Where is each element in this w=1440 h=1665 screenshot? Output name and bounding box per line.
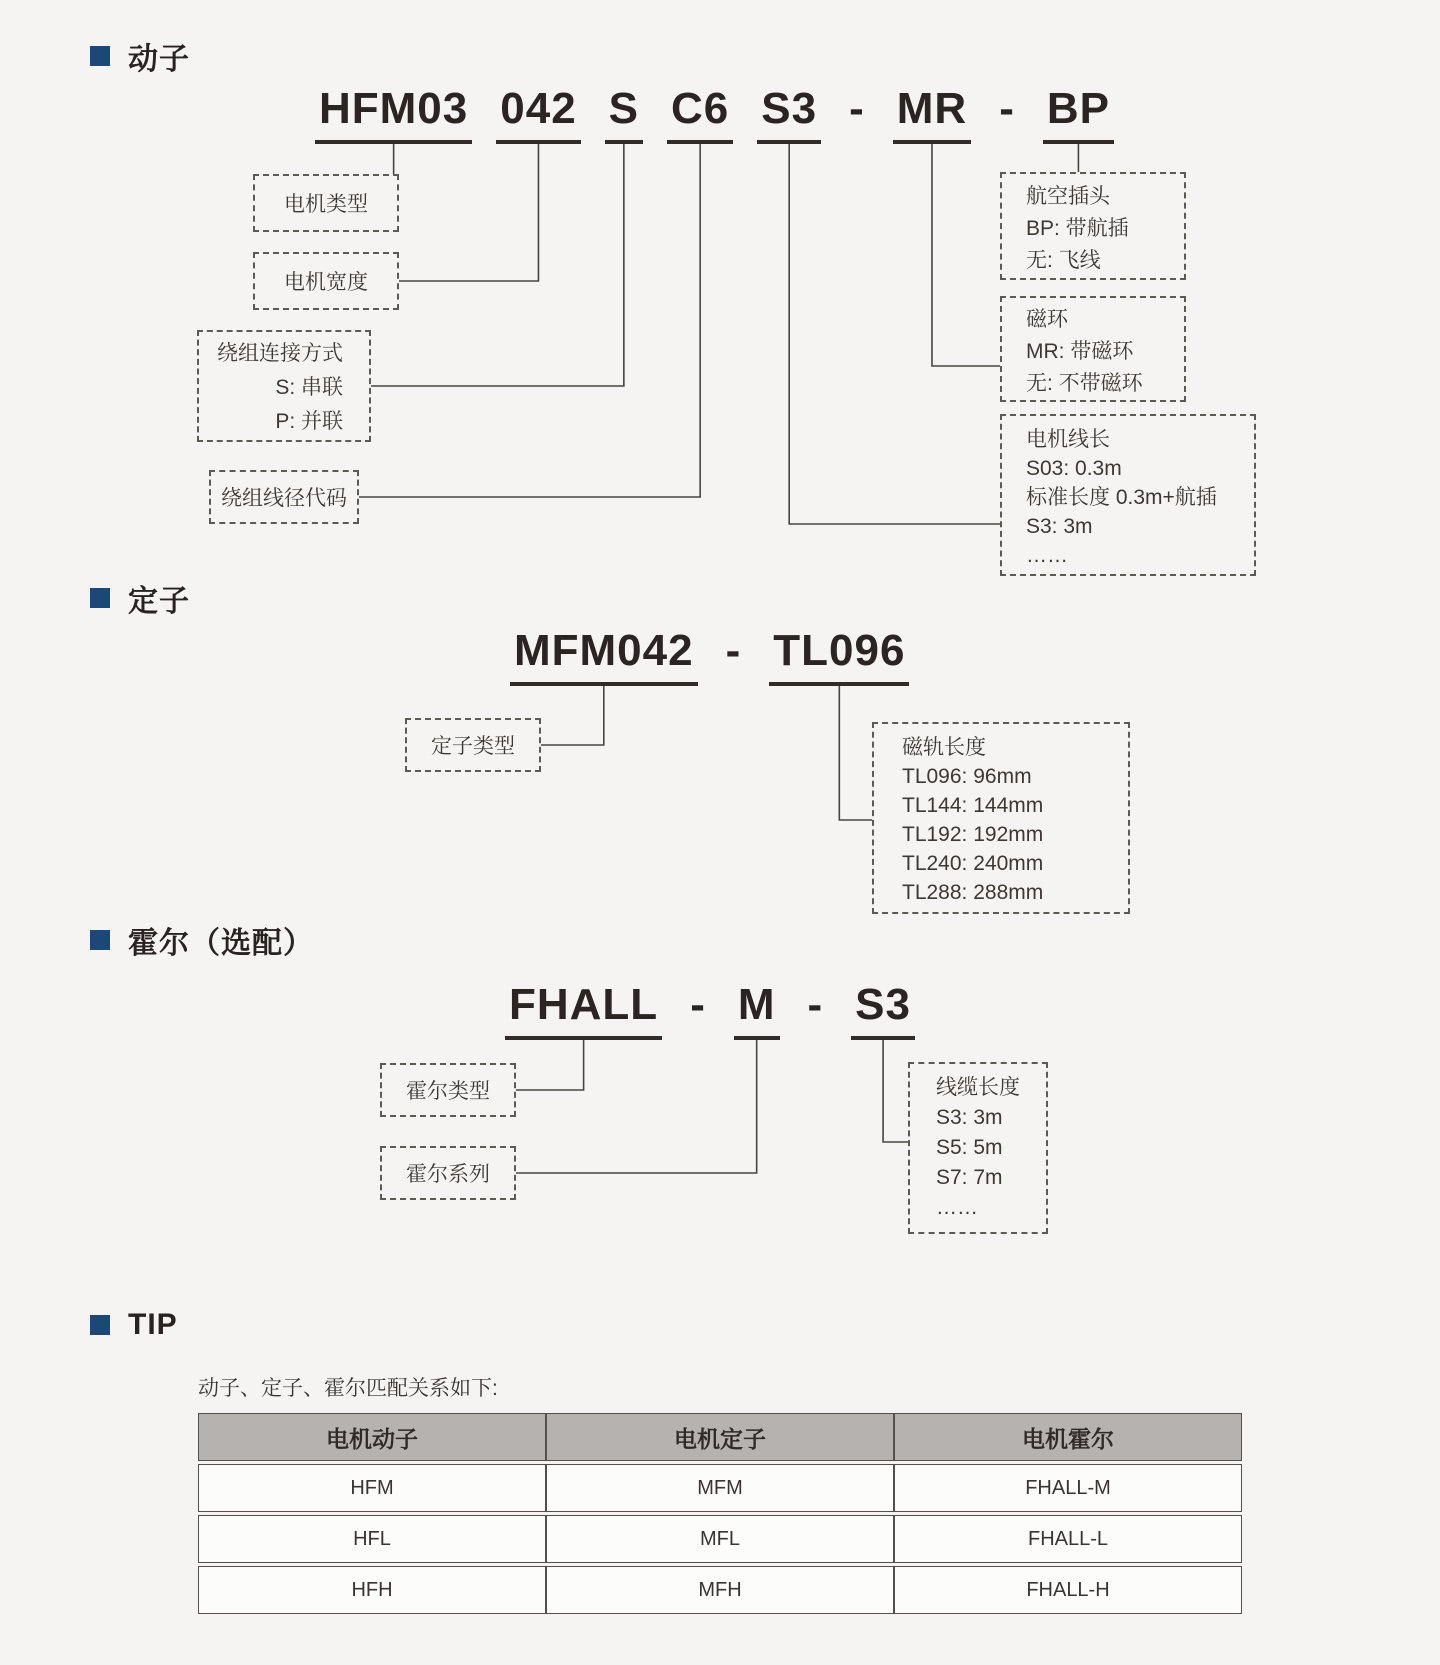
table-cell: HFH (198, 1566, 546, 1614)
callout-line: P: 并联 (275, 410, 343, 433)
table-header-cell: 电机霍尔 (894, 1413, 1242, 1461)
table-cell: FHALL-H (894, 1566, 1242, 1614)
callout-box-motor-cable-length (1000, 414, 1256, 576)
table-cell: MFL (546, 1515, 894, 1563)
callout-line: 无: 不带磁环 (1026, 372, 1143, 395)
code-segment: BP (1043, 86, 1114, 144)
callout-box-stator-type (405, 718, 541, 772)
callout-line: 航空插头 (1026, 185, 1110, 208)
section-header-mover (90, 34, 190, 78)
callout-line: …… (1026, 544, 1068, 567)
callout-line: 磁轨长度 (902, 736, 986, 759)
table-header-row (198, 1413, 1242, 1461)
code-segment: S3 (757, 86, 821, 144)
callout-line: S7: 7m (936, 1166, 1003, 1189)
callout-line: 绕组连接方式 (217, 342, 343, 365)
code-segment: C6 (667, 86, 733, 144)
section-bullet-icon (90, 1315, 110, 1335)
compatibility-table (198, 1410, 1242, 1617)
callout-line: 标准长度 0.3m+航插 (1026, 486, 1217, 509)
callout-box-aviation-plug (1000, 172, 1186, 280)
table-cell: HFM (198, 1464, 546, 1512)
table-header-cell: 电机动子 (198, 1413, 546, 1461)
code-segment: 042 (496, 86, 580, 144)
callout-line: S3: 3m (1026, 515, 1093, 538)
callout-line: TL144: 144mm (902, 794, 1044, 817)
table-cell: FHALL-L (894, 1515, 1242, 1563)
callout-line: S5: 5m (936, 1136, 1003, 1159)
model-code-mover (315, 86, 1114, 144)
callout-line: 电机类型 (284, 193, 368, 216)
callout-line: 线缆长度 (936, 1076, 1020, 1099)
callout-line: 电机宽度 (284, 271, 368, 294)
section-bullet-icon (90, 46, 110, 66)
callout-box-motor-width (253, 252, 399, 310)
code-segment: S3 (851, 982, 915, 1040)
code-segment: MFM042 (510, 628, 698, 686)
model-code-stator (510, 628, 909, 686)
table-cell: MFH (546, 1566, 894, 1614)
section-title: 霍尔（选配） (128, 927, 314, 960)
callout-line: TL096: 96mm (902, 765, 1032, 788)
table-cell: HFL (198, 1515, 546, 1563)
callout-box-hall-series (380, 1146, 516, 1200)
callout-box-motor-type (253, 174, 399, 232)
callout-line: S: 串联 (275, 376, 343, 399)
callout-line: …… (936, 1196, 978, 1219)
callout-box-winding-wire-code (209, 470, 359, 524)
callout-box-hall-cable-length (908, 1062, 1048, 1234)
code-segment: M (734, 982, 780, 1040)
code-separator: - (849, 84, 865, 133)
callout-line: TL240: 240mm (902, 852, 1044, 875)
callout-box-magnet-ring (1000, 296, 1186, 402)
code-separator: - (690, 980, 706, 1029)
callout-line: 霍尔类型 (406, 1080, 490, 1103)
section-title: 动子 (128, 43, 190, 76)
model-code-hall (505, 982, 915, 1040)
callout-line: 磁环 (1026, 308, 1068, 331)
table-row (198, 1566, 1242, 1614)
table-cell: MFM (546, 1464, 894, 1512)
table-caption: 动子、定子、霍尔匹配关系如下: (198, 1377, 498, 1400)
callout-line: S03: 0.3m (1026, 457, 1122, 480)
callout-line: 无: 飞线 (1026, 249, 1101, 272)
code-separator: - (807, 980, 824, 1029)
table-cell: FHALL-M (894, 1464, 1242, 1512)
code-separator: - (999, 84, 1015, 133)
callout-box-winding-connection (197, 330, 371, 442)
callout-line: 绕组线径代码 (221, 487, 347, 510)
callout-line: 定子类型 (431, 735, 515, 758)
callout-line: BP: 带航插 (1026, 217, 1129, 240)
code-segment: S (605, 86, 643, 144)
table-row (198, 1464, 1242, 1512)
callout-line: 霍尔系列 (406, 1163, 490, 1186)
code-segment: MR (893, 86, 971, 144)
code-segment: TL096 (769, 628, 909, 686)
code-segment: FHALL (505, 982, 662, 1040)
callout-line: 电机线长 (1026, 428, 1110, 451)
code-segment: HFM03 (315, 86, 472, 144)
code-separator: - (725, 626, 742, 675)
callout-line: TL288: 288mm (902, 881, 1044, 904)
section-header-stator (90, 576, 190, 620)
section-bullet-icon (90, 588, 110, 608)
callout-line: S3: 3m (936, 1106, 1003, 1129)
callout-box-track-length (872, 722, 1130, 914)
section-header-hall (90, 918, 314, 962)
section-title: 定子 (128, 585, 190, 618)
callout-box-hall-type (380, 1063, 516, 1117)
table-row (198, 1515, 1242, 1563)
section-header-tip (90, 1308, 178, 1342)
table-header-cell: 电机定子 (546, 1413, 894, 1461)
callout-line: MR: 带磁环 (1026, 340, 1134, 363)
callout-line: TL192: 192mm (902, 823, 1044, 846)
section-bullet-icon (90, 930, 110, 950)
section-title: TIP (128, 1308, 178, 1341)
